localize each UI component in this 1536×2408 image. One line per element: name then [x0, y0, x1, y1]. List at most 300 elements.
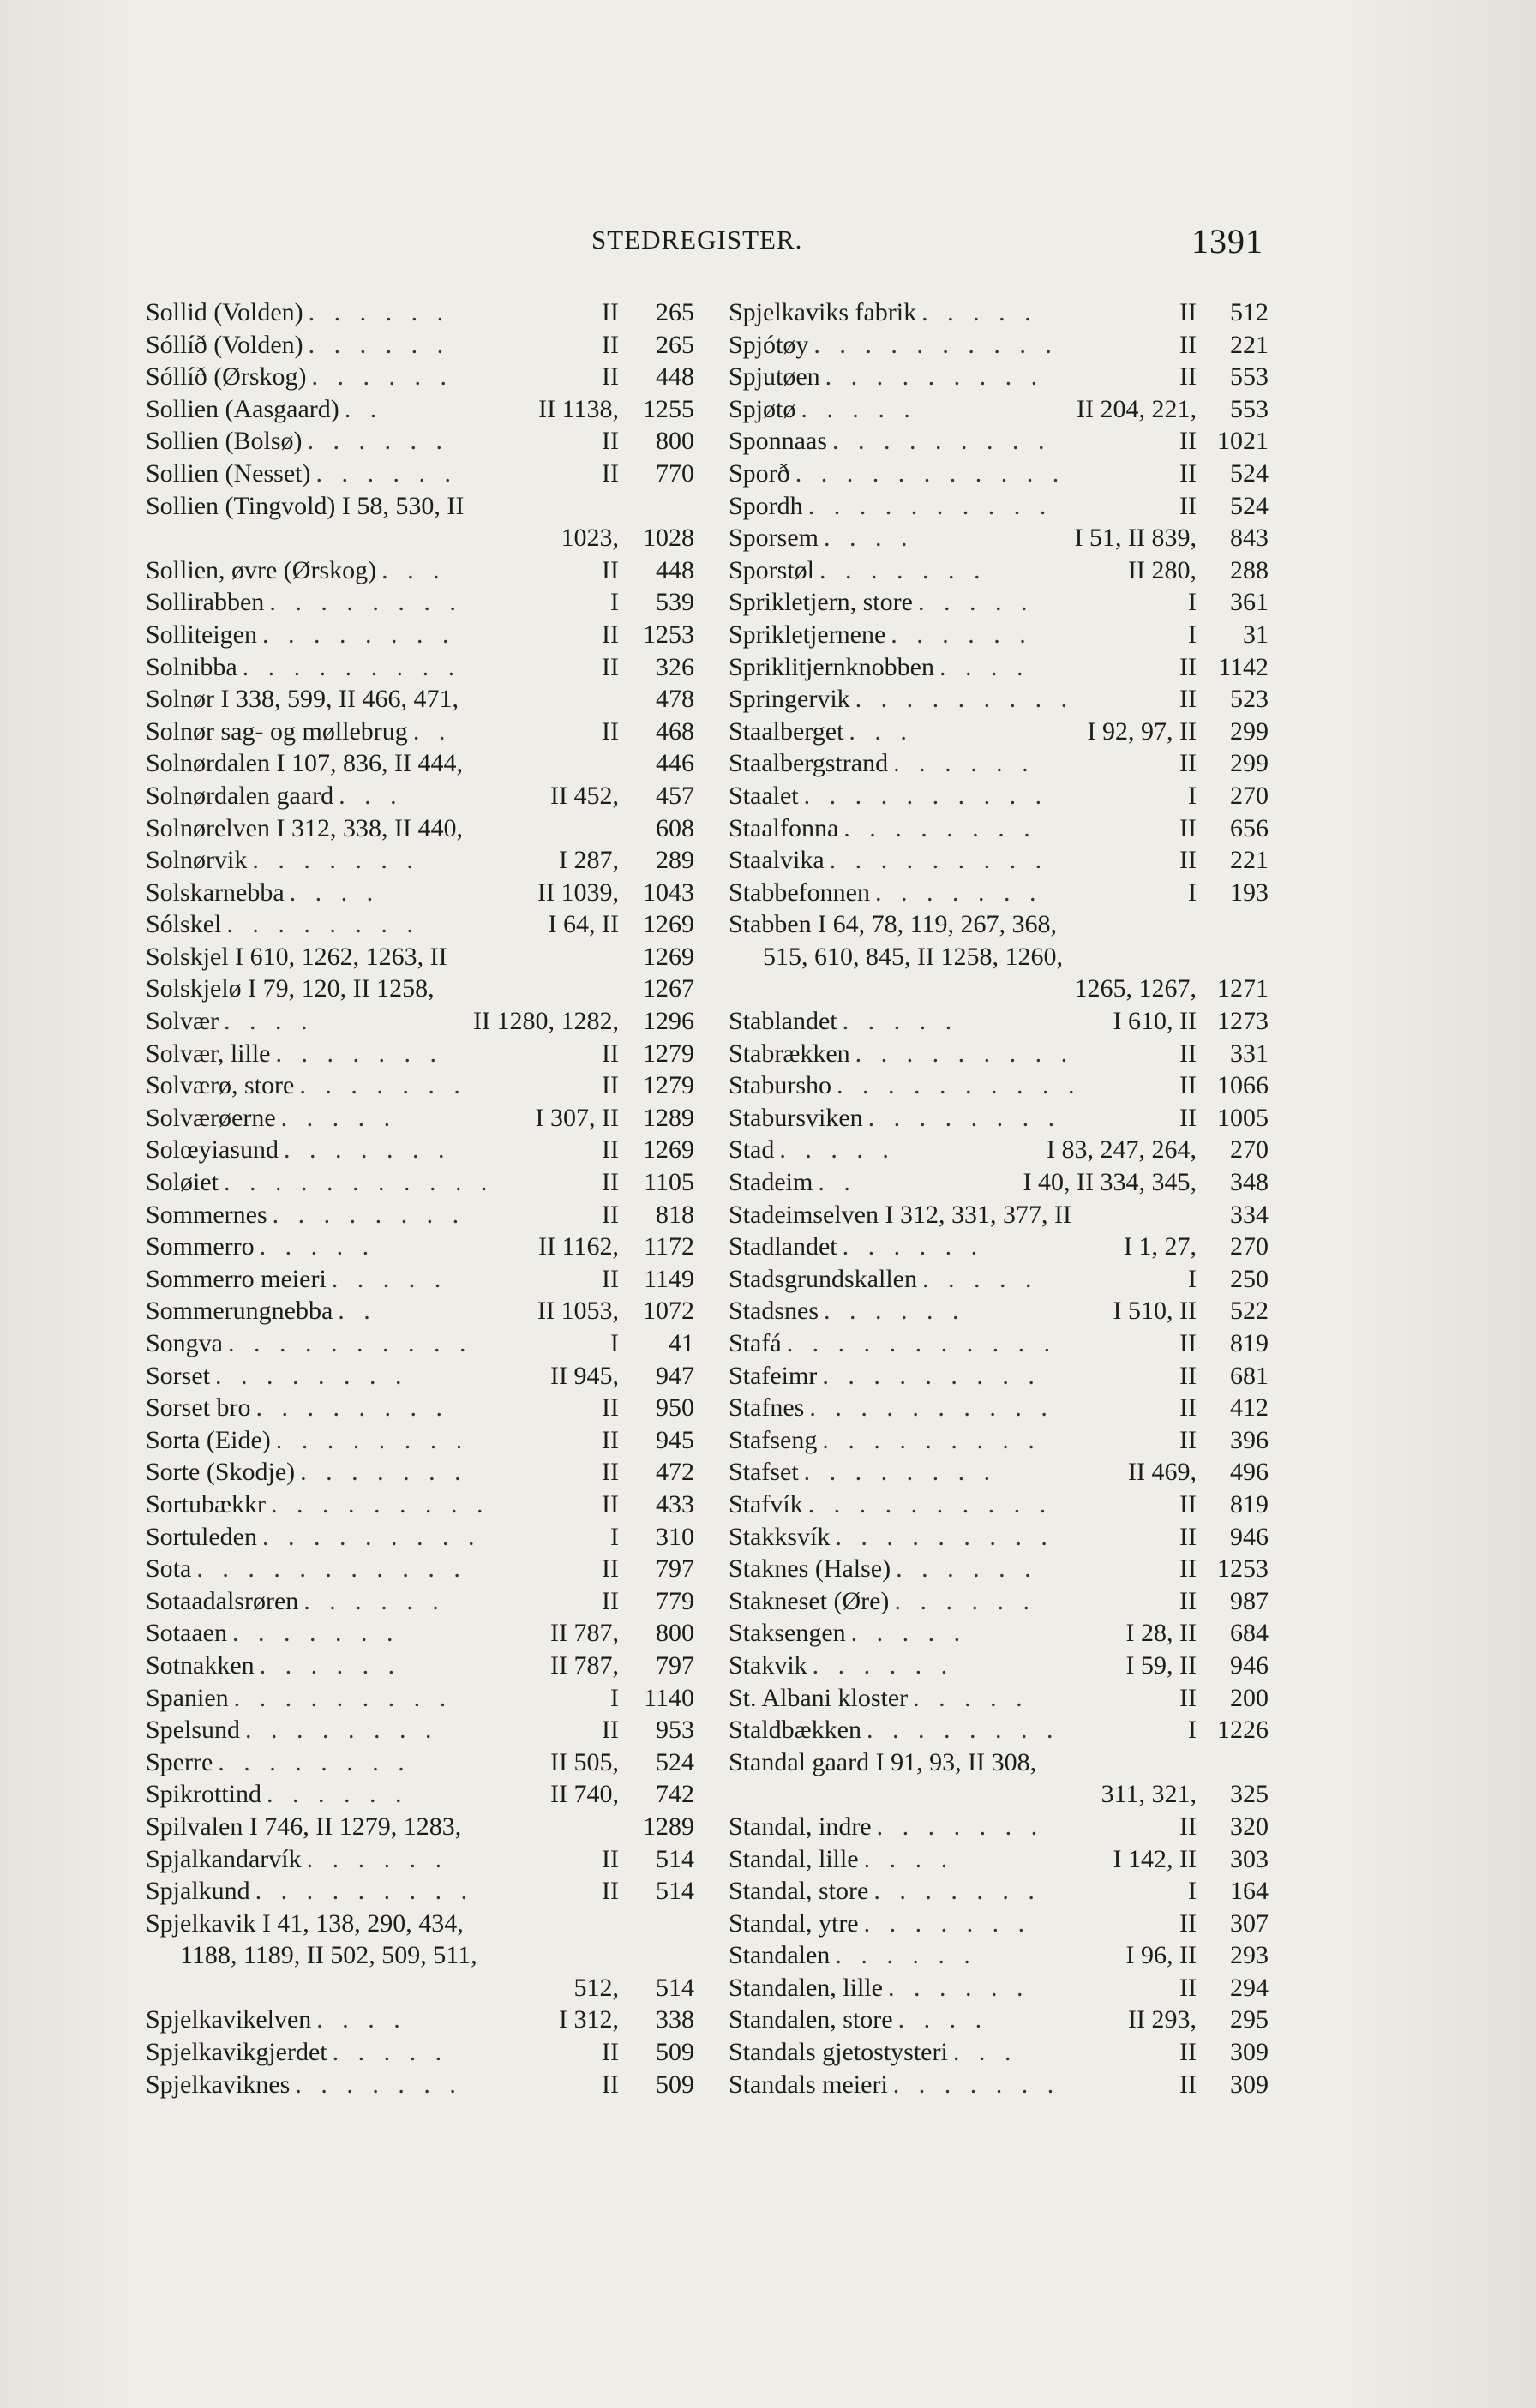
entry-name: Sporstøl — [729, 555, 815, 584]
entry-name: Springervik — [729, 685, 850, 714]
entry-line — [729, 1069, 1269, 1102]
page-ref: 41 — [669, 1329, 694, 1357]
index-entry — [146, 1102, 694, 1135]
entry-line — [146, 554, 694, 587]
dot-leader: . . . . — [863, 1844, 954, 1873]
page-ref: 553 — [1230, 362, 1269, 392]
page-ref: 1269 — [643, 942, 694, 971]
dot-leader: . . . . . . . . . — [271, 1489, 490, 1518]
index-entry — [729, 1231, 1269, 1263]
entry-name: Spilvalen I 746, II 1279, 1283, — [146, 1812, 462, 1841]
index-entry — [729, 908, 1269, 1005]
volume-ref: II — [602, 620, 619, 649]
entry-line — [146, 425, 694, 458]
volume-ref: II 204, 221, — [1077, 394, 1197, 423]
dot-leader: . . . . . . . . . . . — [795, 458, 1065, 488]
page-ref: 947 — [656, 1361, 694, 1390]
page-ref: 1273 — [1217, 1007, 1269, 1036]
index-entry — [146, 844, 694, 877]
page-ref: 193 — [1230, 878, 1269, 907]
index-entry — [146, 1295, 694, 1327]
page-ref: 1072 — [643, 1297, 694, 1326]
page-ref: 1267 — [643, 974, 694, 1003]
entry-name: Sollid (Volden) — [146, 298, 303, 326]
index-entry — [146, 1263, 694, 1296]
volume-ref: II — [1179, 1554, 1197, 1584]
entry-line — [729, 619, 1269, 651]
entry-name: Spriklitjernknobben — [729, 652, 934, 681]
entry-name: Sotaadalsrøren — [146, 1586, 299, 1615]
page-ref: 309 — [1230, 2038, 1269, 2067]
page-ref: 1289 — [643, 1812, 694, 1841]
index-entry — [146, 1650, 694, 1682]
volume-ref: II — [1179, 491, 1197, 520]
index-entry — [146, 1489, 694, 1521]
volume-ref: 1265, 1267, — [1074, 974, 1197, 1003]
index-entry — [729, 1489, 1269, 1521]
entry-line — [729, 1972, 1269, 2004]
entry-name: 1188, 1189, II 502, 509, 511, — [180, 1941, 477, 1970]
dot-leader: . . . . . — [280, 1103, 397, 1132]
entry-name: Sóllíð (Ørskog) — [146, 362, 307, 392]
dot-leader: . . . . . . . — [873, 1877, 1041, 1906]
page-ref: 1005 — [1217, 1103, 1269, 1132]
entry-name: Sota — [146, 1554, 192, 1584]
page-ref: 509 — [656, 2038, 694, 2067]
entry-line — [729, 2036, 1269, 2069]
dot-leader: . . . . . . . . . . — [807, 1489, 1053, 1518]
entry-line — [729, 1908, 1269, 1940]
entry-name: Sperre — [146, 1747, 213, 1776]
volume-ref: II — [602, 330, 619, 359]
index-entry — [146, 490, 694, 554]
dot-leader: . . . . . — [917, 588, 1034, 617]
dot-leader: . . . — [849, 716, 914, 746]
entry-name: Standal, lille — [729, 1844, 859, 1873]
index-entry — [146, 1166, 694, 1199]
entry-line — [729, 1038, 1269, 1070]
index-entry — [729, 1005, 1269, 1038]
page-ref: 265 — [656, 330, 694, 359]
index-entry — [146, 1714, 694, 1746]
index-entry — [729, 1360, 1269, 1393]
volume-ref: I 1, 27, — [1124, 1232, 1197, 1261]
entry-line — [146, 877, 694, 909]
page-ref: 1140 — [644, 1683, 694, 1712]
page-ref: 1226 — [1217, 1716, 1269, 1745]
dot-leader: . . . . . . . — [299, 1071, 467, 1100]
index-entry — [729, 683, 1269, 716]
entry-name: Spanien — [146, 1683, 229, 1712]
volume-ref: II — [1179, 652, 1197, 681]
dot-leader: . . . . . . . . . — [832, 427, 1051, 456]
index-entry — [146, 1327, 694, 1360]
index-entry — [146, 780, 694, 812]
index-entry — [146, 1682, 694, 1715]
page-ref: 326 — [656, 652, 694, 681]
entry-line — [146, 1553, 694, 1585]
index-entry — [729, 1714, 1269, 1746]
entry-line — [729, 747, 1269, 780]
dot-leader: . . . . . — [842, 1007, 958, 1036]
volume-ref: I — [1188, 1264, 1197, 1293]
entry-line — [146, 1263, 694, 1296]
entry-line — [729, 780, 1269, 812]
entry-name: Stafseng — [729, 1425, 818, 1454]
page-ref: 478 — [656, 685, 694, 714]
entry-line — [146, 1069, 694, 1102]
entry-name: 515, 610, 845, II 1258, 1260, — [763, 942, 1063, 971]
page-ref: 448 — [656, 362, 694, 392]
volume-ref: II — [602, 1135, 619, 1165]
entry-name: Spjelkavikgjerdet — [146, 2038, 327, 2067]
entry-line — [729, 683, 1269, 716]
entry-line — [146, 1778, 694, 1811]
page-ref: 797 — [656, 1650, 694, 1680]
running-head — [0, 222, 1536, 261]
dot-leader: . . . . . . — [891, 620, 1033, 649]
entry-line — [729, 651, 1269, 684]
index-entry — [729, 1295, 1269, 1327]
entry-line — [146, 329, 694, 362]
entry-name: Sóllíð (Volden) — [146, 330, 303, 359]
page-ref: 1172 — [644, 1232, 694, 1261]
index-column-right — [729, 297, 1269, 2100]
volume-ref: II — [1179, 458, 1197, 488]
page-ref: 522 — [1230, 1297, 1269, 1326]
index-entry — [146, 1360, 694, 1393]
entry-line — [729, 1360, 1269, 1393]
index-entry — [729, 361, 1269, 393]
index-entry — [729, 1875, 1269, 1908]
volume-ref: 512, — [573, 1973, 619, 2002]
entry-line — [729, 361, 1269, 393]
dot-leader: . . — [412, 716, 452, 746]
entry-name: Staksengen — [729, 1619, 846, 1648]
dot-leader: . . . . . . . . — [275, 1425, 469, 1454]
dot-leader: . . . . . . . . . — [829, 846, 1048, 875]
index-entry — [146, 1231, 694, 1263]
entry-name: Sollien (Bolsø) — [146, 427, 303, 456]
entry-line — [146, 1746, 694, 1779]
entry-name: Spjelkaviks fabrik — [729, 298, 917, 326]
index-entry — [729, 586, 1269, 619]
entry-name: Solnørdalen gaard — [146, 781, 334, 810]
entry-name: Standal gaard I 91, 93, II 308, — [729, 1747, 1037, 1776]
entry-line — [146, 1908, 694, 1940]
dot-leader: . . . . . — [913, 1683, 1029, 1712]
dot-leader: . . . . . . — [311, 362, 453, 392]
entry-name: Standal, ytre — [729, 1908, 859, 1938]
index-entry — [146, 877, 694, 909]
page-ref: 524 — [656, 1747, 694, 1776]
entry-line — [729, 1134, 1269, 1166]
entry-line — [729, 1553, 1269, 1585]
page-ref: 468 — [656, 716, 694, 746]
entry-line — [729, 1424, 1269, 1457]
volume-ref: II — [1179, 2038, 1197, 2067]
index-entry — [729, 1038, 1269, 1070]
entry-name: Sommerro meieri — [146, 1264, 327, 1293]
volume-ref: II — [602, 1071, 619, 1100]
page-ref: 457 — [656, 781, 694, 810]
entry-line — [729, 2004, 1269, 2036]
entry-line — [729, 586, 1269, 619]
volume-ref: I 28, II — [1125, 1619, 1197, 1648]
index-entry — [729, 1908, 1269, 1940]
entry-line — [146, 1327, 694, 1360]
entry-name: Solvær, lille — [146, 1039, 271, 1068]
dot-leader: . . . . . . . . . — [822, 1361, 1041, 1390]
index-entry — [729, 1424, 1269, 1457]
entry-name: Sollien (Aasgaard) — [146, 394, 339, 423]
entry-name: Standals meieri — [729, 2070, 888, 2099]
dot-leader: . . . . . . . . — [218, 1747, 411, 1776]
entry-name: Sollien (Nesset) — [146, 458, 311, 488]
volume-ref: I — [610, 1683, 619, 1712]
volume-ref: II — [1179, 1489, 1197, 1518]
entry-line — [729, 877, 1269, 909]
dot-leader: . . . . . . . . . . — [228, 1329, 472, 1357]
dot-leader: . . — [344, 394, 383, 423]
index-entry — [146, 586, 694, 619]
dot-leader: . . . . . . . . . . — [807, 491, 1053, 520]
entry-line — [146, 1231, 694, 1263]
index-entry — [146, 1585, 694, 1618]
dot-leader: . . . . . — [850, 1619, 967, 1648]
page-ref: 164 — [1230, 1877, 1269, 1906]
dot-leader: . . . — [339, 781, 404, 810]
dot-leader: . . . . . . . . . — [825, 362, 1044, 392]
page-ref: 1149 — [644, 1264, 694, 1293]
dot-leader: . . . . . . . . . — [855, 685, 1074, 714]
index-entry — [729, 1682, 1269, 1715]
entry-line — [146, 1489, 694, 1521]
page-ref: 270 — [1230, 1232, 1269, 1261]
page-ref: 221 — [1230, 846, 1269, 875]
dot-leader: . . . . . . . — [300, 1458, 468, 1487]
entry-line — [146, 1617, 694, 1650]
entry-line — [729, 1295, 1269, 1327]
index-entry — [729, 1199, 1269, 1231]
entry-continuation-line — [146, 522, 694, 554]
entry-line — [729, 1166, 1269, 1199]
entry-line — [146, 1102, 694, 1135]
entry-line — [146, 973, 694, 1005]
dot-leader: . . . . . . . . . . — [803, 781, 1048, 810]
entry-name: Spjelkavik I 41, 138, 290, 434, — [146, 1908, 464, 1938]
dot-leader: . . . . — [224, 1007, 315, 1036]
entry-line — [729, 522, 1269, 554]
page-ref: 1296 — [643, 1007, 694, 1036]
page-ref: 843 — [1230, 524, 1269, 553]
entry-name: Standalen, lille — [729, 1973, 883, 2002]
entry-name: Stafvík — [729, 1489, 803, 1518]
volume-ref: II — [1179, 1393, 1197, 1423]
index-entry — [146, 1392, 694, 1424]
dot-leader: . . . . . . . . . . . — [224, 1168, 495, 1197]
volume-ref: II — [1179, 1329, 1197, 1357]
volume-ref: I 142, II — [1113, 1844, 1197, 1873]
page-ref: 946 — [1230, 1522, 1269, 1551]
entry-line — [146, 1585, 694, 1618]
entry-name: Solnør sag- og møllebrug — [146, 716, 408, 746]
volume-ref: II — [602, 427, 619, 456]
entry-name: Sorte (Skodje) — [146, 1458, 296, 1487]
entry-line — [146, 1875, 694, 1908]
volume-ref: I 40, II 334, 345, — [1023, 1168, 1197, 1197]
index-entry — [729, 1327, 1269, 1360]
page-ref: 361 — [1230, 588, 1269, 617]
dot-leader: . . . . — [897, 2005, 988, 2034]
entry-line — [146, 1843, 694, 1876]
index-entry — [729, 716, 1269, 748]
entry-name: Sorset bro — [146, 1393, 251, 1423]
entry-line — [729, 1682, 1269, 1715]
entry-name: Stablandet — [729, 1007, 837, 1036]
page-ref: 396 — [1230, 1425, 1269, 1454]
entry-line — [729, 1650, 1269, 1682]
entry-continuation-line — [729, 941, 1269, 973]
entry-name: Sommerungnebba — [146, 1297, 333, 1326]
page-ref: 681 — [1230, 1361, 1269, 1390]
volume-ref: II — [1179, 298, 1197, 326]
entry-name: Stadeimselven I 312, 331, 377, II — [729, 1200, 1071, 1229]
volume-ref: I — [1188, 878, 1197, 907]
page-ref: 289 — [656, 846, 694, 875]
entry-name: Standal, indre — [729, 1812, 872, 1841]
volume-ref: II 280, — [1128, 555, 1197, 584]
page-ref: 1028 — [643, 524, 694, 553]
page-ref: 1253 — [643, 620, 694, 649]
index-entry — [729, 393, 1269, 426]
dot-leader: . . . . . . . . — [269, 588, 463, 617]
entry-line — [729, 458, 1269, 490]
dot-leader: . . . . — [316, 2005, 407, 2034]
index-entry — [146, 329, 694, 362]
entry-line — [146, 2004, 694, 2036]
entry-line — [729, 490, 1269, 523]
entry-name: Spjelkavikelven — [146, 2005, 312, 2034]
entry-line — [729, 2069, 1269, 2101]
page-ref: 509 — [656, 2070, 694, 2099]
index-entry — [729, 1617, 1269, 1650]
dot-leader: . . . . . . — [887, 1973, 1029, 2002]
index-entry — [146, 1038, 694, 1070]
volume-ref: II — [1179, 1425, 1197, 1454]
index-entry — [146, 1134, 694, 1166]
page-ref: 265 — [656, 298, 694, 326]
entry-name: Sotaaen — [146, 1619, 227, 1648]
page-ref: 608 — [656, 813, 694, 842]
page-ref: 514 — [656, 1877, 694, 1906]
entry-line — [146, 1682, 694, 1715]
index-entry — [146, 812, 694, 845]
volume-ref: I 307, II — [535, 1103, 619, 1132]
entry-name: Sollien, øvre (Ørskog) — [146, 555, 377, 584]
index-entry — [146, 458, 694, 490]
entry-line — [146, 361, 694, 393]
page-ref: 797 — [656, 1554, 694, 1584]
index-entry — [146, 1199, 694, 1231]
entry-line — [729, 1585, 1269, 1618]
page-ref: 800 — [656, 427, 694, 456]
page-ref: 1105 — [644, 1168, 694, 1197]
entry-line — [146, 780, 694, 812]
entry-line — [146, 1005, 694, 1038]
page-ref: 953 — [656, 1716, 694, 1745]
index-entry — [146, 716, 694, 748]
index-entry — [729, 1553, 1269, 1585]
entry-line — [146, 1811, 694, 1843]
page-ref: 320 — [1230, 1812, 1269, 1841]
dot-leader: . . — [338, 1297, 377, 1326]
index-entry — [146, 1005, 694, 1038]
entry-name: Stadeim — [729, 1168, 813, 1197]
entry-line — [729, 1714, 1269, 1746]
dot-leader: . . . . . . . . — [272, 1200, 465, 1229]
dot-leader: . . . . . . . . . — [255, 1877, 474, 1906]
volume-ref: II — [602, 1264, 619, 1293]
entry-line — [146, 2036, 694, 2069]
page-ref: 433 — [656, 1489, 694, 1518]
index-entry — [729, 844, 1269, 877]
dot-leader: . . . . . . . . . . . — [786, 1329, 1057, 1357]
dot-leader: . . . . . . — [842, 1232, 984, 1261]
entry-name: Stabursviken — [729, 1103, 863, 1132]
index-entry — [146, 1778, 694, 1811]
volume-ref: II — [602, 298, 619, 326]
page-ref: 295 — [1230, 2005, 1269, 2034]
entry-name: Staknes (Halse) — [729, 1554, 891, 1584]
dot-leader: . . . . . . . . — [843, 813, 1037, 842]
entry-name: Spjalkund — [146, 1877, 250, 1906]
index-entry — [146, 941, 694, 973]
dot-leader: . . . . . . . — [892, 2070, 1060, 2099]
dot-leader: . . . . . . . — [275, 1039, 443, 1068]
page-ref: 331 — [1230, 1039, 1269, 1068]
index-entry — [729, 2036, 1269, 2069]
volume-ref: II — [602, 652, 619, 681]
entry-name: Solskarnebba — [146, 878, 285, 907]
entry-name: Sorset — [146, 1361, 210, 1390]
entry-line — [146, 908, 694, 941]
dot-leader: . . . . . . . — [876, 1812, 1044, 1841]
entry-name: St. Albani kloster — [729, 1683, 909, 1712]
dot-leader: . . . . . . . — [231, 1619, 399, 1648]
index-entry — [729, 425, 1269, 458]
entry-name: Stafá — [729, 1329, 782, 1357]
dot-leader: . . . . . . . . . — [261, 1522, 481, 1551]
entry-line — [146, 716, 694, 748]
dot-leader: . . . . . . — [896, 1554, 1038, 1584]
volume-ref: II — [1179, 749, 1197, 778]
entry-name: Stakvik — [729, 1650, 807, 1680]
entry-name: Stabben I 64, 78, 119, 267, 368, — [729, 910, 1058, 939]
dot-leader: . . . . . . . . . — [822, 1425, 1041, 1454]
entry-line — [729, 1843, 1269, 1876]
entry-line — [729, 1939, 1269, 1972]
entry-line — [729, 1746, 1269, 1779]
volume-ref: II — [602, 1586, 619, 1615]
volume-ref: II — [1179, 1683, 1197, 1712]
page-ref: 448 — [656, 555, 694, 584]
page-ref: 221 — [1230, 330, 1269, 359]
volume-ref: II — [1179, 1071, 1197, 1100]
volume-ref: II — [1179, 2070, 1197, 2099]
entry-name: Solœyiasund — [146, 1135, 279, 1165]
index-entry — [146, 1521, 694, 1554]
